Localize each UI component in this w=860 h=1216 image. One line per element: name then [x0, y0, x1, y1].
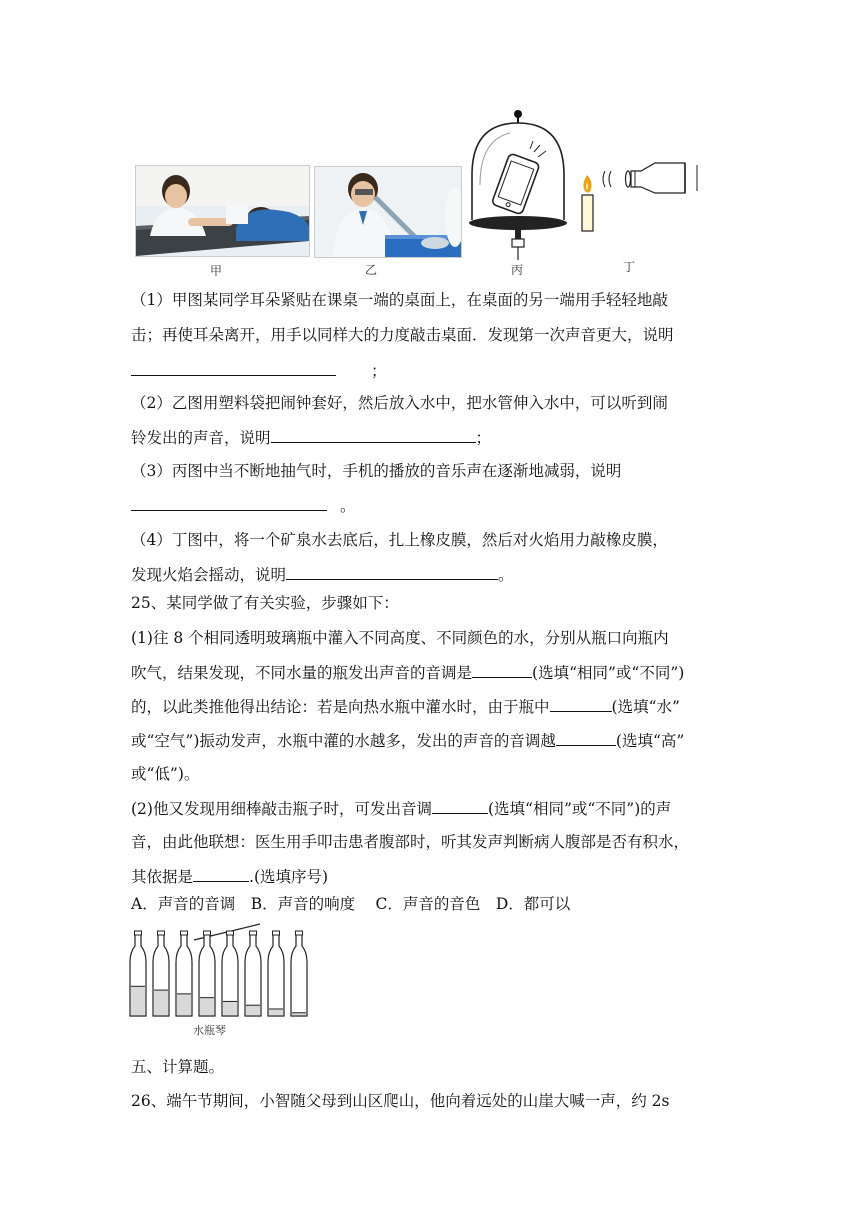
- caption-yi: 乙: [365, 263, 378, 277]
- water-bottles: [130, 931, 307, 1016]
- water-level: [223, 1001, 237, 1015]
- bottle-cap: [296, 931, 303, 935]
- answer-blank[interactable]: [556, 729, 616, 746]
- water-bottle: [291, 934, 307, 1016]
- answer-blank[interactable]: [472, 661, 532, 678]
- water-bottles-figure: [124, 922, 314, 1022]
- answer-blank[interactable]: [131, 359, 336, 376]
- q25-1-line4-end: (选填“高”: [615, 732, 685, 750]
- caption-jia: 甲: [210, 264, 223, 278]
- q25-1-line2: [131, 661, 684, 684]
- q25-1-line3: [131, 695, 680, 718]
- water-bottle: [268, 934, 284, 1016]
- q3-line2: [131, 494, 355, 517]
- q25-2-line1-start: (2)他又发现用细棒敲击瓶子时，可发出音调: [131, 800, 432, 818]
- bottle-cap: [250, 931, 257, 935]
- q26-line1: 26、端午节期间，小智随父母到山区爬山，他向着远处的山崖大喊一声，约 2s: [131, 1092, 670, 1110]
- bottle-cap: [204, 931, 211, 935]
- answer-blank[interactable]: [286, 563, 498, 580]
- answer-blank[interactable]: [193, 865, 249, 882]
- q25-1-line2-start: 吹气，结果发现，不同水量的瓶发出声音的音调是: [131, 664, 473, 682]
- q3-line1: （3）丙图中当不断地抽气时，手机的播放的音乐声在逐渐地减弱，说明: [131, 462, 622, 480]
- q25-1-line4-start: 或“空气”)振动发声，水瓶中灌的水越多，发出的声音的音调越: [131, 732, 556, 750]
- q3-line2-end: 。: [339, 497, 356, 515]
- q25-1-line1: (1)往 8 个相同透明玻璃瓶中灌入不同高度、不同颜色的水，分别从瓶口向瓶内: [131, 629, 669, 647]
- q1-line2: 击；再使耳朵离开，用手以同样大的力度敲击桌面．发现第一次声音更大，说明: [131, 326, 674, 344]
- q25-2-line2: 音，由此他联想：医生用手叩击患者腹部时，听其发声判断病人腹部是否有积水，: [131, 833, 690, 851]
- q4-line2-start: 发现火焰会摇动，说明: [131, 566, 287, 584]
- answer-blank[interactable]: [432, 797, 488, 814]
- q25-2-line3-end: .(选填序号): [249, 868, 329, 886]
- q25-1-line3-start: 的，以此类推他得出结论：若是向热水瓶中灌水时，由于瓶中: [131, 698, 550, 716]
- bottle-cap: [181, 931, 188, 935]
- q25-2-line1: [131, 797, 671, 820]
- water-level: [154, 990, 168, 1015]
- answer-blank[interactable]: [131, 494, 327, 511]
- q25-1-line5: 或“低”)。: [131, 765, 200, 783]
- q25-2-line3: [131, 865, 328, 888]
- q25-2-line1-end: (选填“相同”或“不同”)的声: [487, 800, 672, 818]
- caption-ding: 丁: [623, 260, 636, 274]
- q1-line3: [131, 359, 386, 382]
- photo-jia: [135, 165, 310, 257]
- bottle-cap: [135, 931, 142, 935]
- q25-2-line3-start: 其依据是: [131, 868, 194, 886]
- section-title: 五、计算题。: [131, 1058, 225, 1076]
- options-line: A．声音的音调 B．声音的响度 C．声音的音色 D．都可以: [131, 895, 571, 913]
- water-level: [200, 998, 214, 1015]
- q1-line3-end: ；: [370, 362, 387, 380]
- q25-1-line2-end: (选填“相同”或“不同”): [532, 664, 685, 682]
- q2-line2-start: 铃发出的声音，说明: [131, 429, 271, 447]
- water-level: [131, 986, 145, 1015]
- water-bottle-caption: 水瓶琴: [193, 1024, 226, 1037]
- q2-line2-end: ；: [475, 429, 492, 447]
- diagram-bing-bell-jar: [460, 105, 580, 275]
- q4-line2-end: 。: [498, 566, 514, 584]
- answer-blank[interactable]: [550, 695, 612, 712]
- diagram-ding-candle-bottle: [575, 155, 705, 235]
- q25-1-line3-end: (选填“水”: [611, 698, 680, 716]
- q1-line1: （1）甲图某同学耳朵紧贴在课桌一端的桌面上，在桌面的另一端用手轻轻地敲: [131, 291, 668, 309]
- q4-line2: [131, 563, 514, 586]
- water-level: [177, 994, 191, 1015]
- bottle-cap: [158, 931, 165, 935]
- photo-yi: [314, 166, 462, 258]
- water-bottle: [245, 934, 261, 1016]
- caption-bing: 丙: [511, 263, 524, 277]
- water-level: [246, 1005, 260, 1015]
- q4-line1: （4）丁图中，将一个矿泉水去底后，扎上橡皮膜，然后对火焰用力敲橡皮膜，: [131, 531, 668, 549]
- q2-line2: [131, 426, 491, 449]
- q25-title: 25、某同学做了有关实验，步骤如下：: [131, 594, 399, 612]
- bottle-cap: [227, 931, 234, 935]
- water-level: [269, 1009, 283, 1015]
- q25-1-line4: [131, 729, 684, 752]
- q2-line1: （2）乙图用塑料袋把闹钟套好，然后放入水中，把水管伸入水中，可以听到闹: [131, 394, 668, 412]
- answer-blank[interactable]: [271, 426, 476, 443]
- bottle-cap: [273, 931, 280, 935]
